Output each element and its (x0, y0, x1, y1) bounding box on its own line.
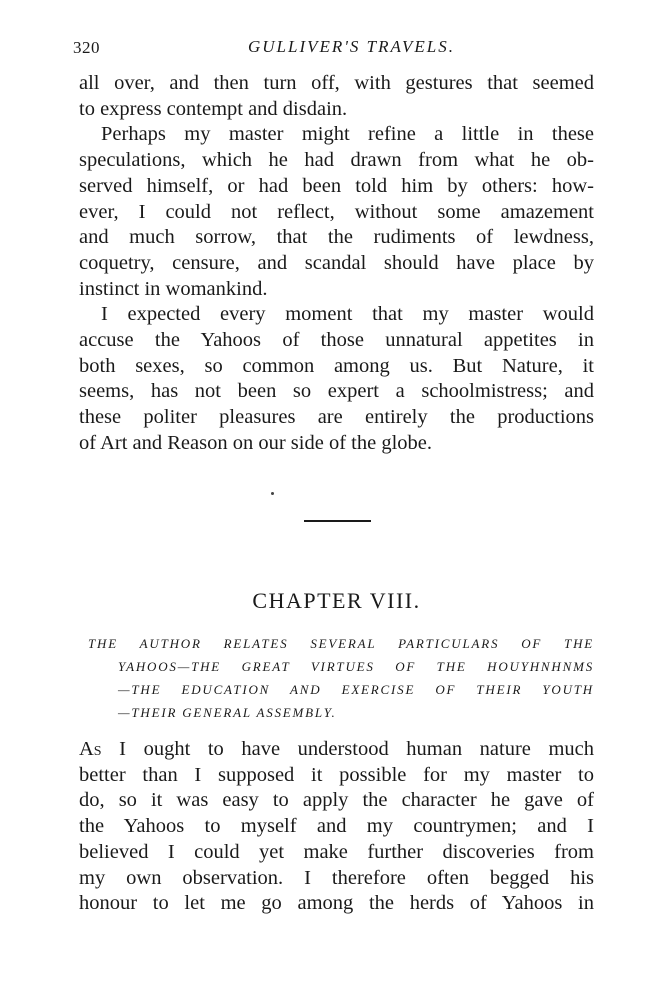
text-line: believed I could yet make further discoveries from (79, 840, 594, 863)
text-line (79, 737, 594, 763)
text-line: these politer pleasures are entirely the productions (79, 406, 594, 429)
text-line: seems, has not been so expert a schoolmistress; and (79, 380, 594, 403)
text-line: accuse the Yahoos of those unnatural appetites in (79, 329, 594, 352)
text-line: the Yahoos to myself and my countrymen; and I (79, 815, 594, 838)
summary-line: —THE EDUCATION AND EXERCISE OF THEIR YOUTH (118, 682, 594, 697)
summary-line: THE AUTHOR RELATES SEVERAL PARTICULARS OF THE (88, 636, 594, 651)
text-line: ever, I could not reflect, without some amazement (79, 200, 594, 223)
text-line: coquetry, censure, and scandal should have place by (79, 251, 594, 274)
summary-line: YAHOOS—THE GREAT VIRTUES OF THE HOUYHNHNMS (118, 659, 594, 674)
body-text (79, 71, 594, 457)
text-line-rest: I ought to have understood human nature much (101, 738, 594, 760)
section-divider-rule (304, 520, 371, 522)
text-line: honour to let me go among the herds of Yahoos in (79, 892, 594, 915)
page-number: 320 (73, 38, 100, 57)
text-line: instinct in womankind. (79, 277, 268, 300)
paragraph (79, 302, 594, 456)
text-line: served himself, or had been told him by others: how- (79, 174, 594, 197)
paragraph (79, 122, 594, 302)
text-line: Perhaps my master might refine a little in these (101, 123, 594, 146)
summary-line: —THEIR GENERAL ASSEMBLY. (118, 705, 337, 720)
chapter-heading: CHAPTER VIII. (252, 588, 421, 613)
paragraph (79, 71, 594, 122)
running-title: GULLIVER'S TRAVELS. (247, 37, 455, 56)
section-dot-ornament (271, 492, 274, 495)
running-head (73, 30, 594, 60)
page-content (73, 30, 594, 457)
chapter-body-text (79, 737, 594, 917)
text-line: both sexes, so common among us. But Nature, it (79, 354, 594, 377)
text-line: I expected every moment that my master would (101, 303, 594, 326)
text-line: better than I supposed it possible for my master to (79, 763, 594, 786)
text-line: do, so it was easy to apply the character he gave of (79, 789, 594, 812)
chapter-summary (88, 632, 594, 724)
text-line: my own observation. I therefore often begged his (79, 866, 594, 889)
text-line: speculations, which he had drawn from what he ob- (79, 149, 594, 172)
text-line: and much sorrow, that the rudiments of lewdness, (79, 226, 594, 249)
text-line: all over, and then turn off, with gestures that seemed (79, 72, 594, 94)
chapter-opening-word: As (79, 738, 102, 760)
text-line: to express contempt and disdain. (79, 97, 348, 120)
text-line: of Art and Reason on our side of the globe. (79, 431, 432, 454)
